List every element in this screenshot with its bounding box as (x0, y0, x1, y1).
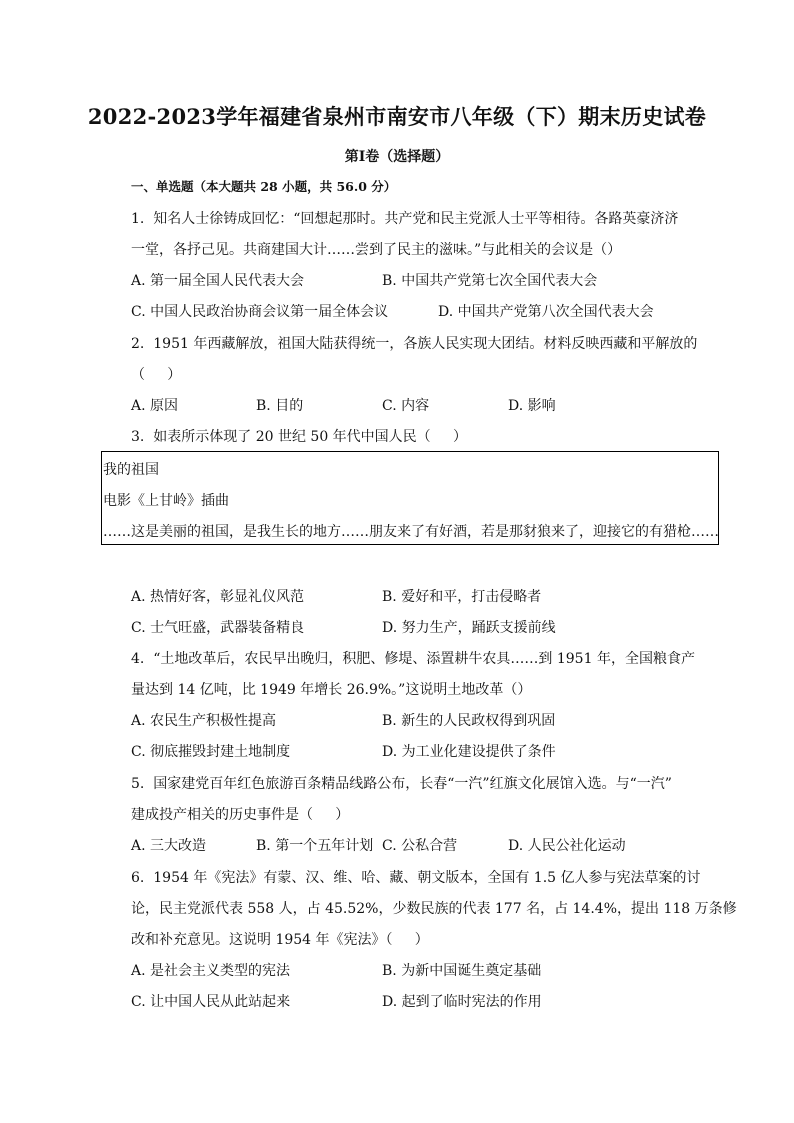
question-3-stem: 3. 如表所示体现了 20 世纪 50 年代中国人民（ ） (131, 429, 467, 445)
question-6-option-b: B. 为新中国诞生奠定基础 (382, 963, 542, 979)
question-6-stem-line-2: 论，民主党派代表 558 人，占 45.52%，少数民族的代表 177 名，占 14.4%，提出 118 万条修 (131, 901, 737, 917)
volume-heading: 第Ⅰ卷（选择题） (344, 149, 450, 165)
question-6-option-c: C. 让中国人民从此站起来 (131, 994, 291, 1010)
question-5-stem-line-2: 建成投产相关的历史事件是（ ） (131, 807, 350, 823)
question-1-stem-line-2: 一堂，各抒己见。共商建国大计……尝到了民主的滋味。”与此相关的会议是（） (131, 242, 622, 258)
question-2-stem-line-2: （ ） (131, 367, 182, 383)
question-4-stem-line-2: 量达到 14 亿吨，比 1949 年增长 26.9%。”这说明土地改革（） (131, 682, 532, 698)
question-2-option-c: C. 内容 (382, 398, 430, 414)
question-6-stem-line-3: 改和补充意见。这说明 1954 年《宪法》（ ） (131, 932, 429, 948)
exam-title: 2022-2023学年福建省泉州市南安市八年级（下）期末历史试卷 (87, 104, 707, 129)
question-5-option-a: A. 三大改造 (131, 838, 207, 854)
question-5-option-d: D. 人民公社化运动 (508, 838, 626, 854)
table-song-lyrics: ……这是美丽的祖国，是我生长的地方……朋友来了有好酒，若是那豺狼来了，迎接它的有猎枪…… (103, 524, 719, 540)
question-2-option-b: B. 目的 (256, 398, 304, 414)
question-1-option-a: A. 第一届全国人民代表大会 (131, 273, 305, 289)
question-5-option-b: B. 第一个五年计划 (256, 838, 374, 854)
question-4-option-a: A. 农民生产积极性提高 (131, 713, 277, 729)
question-3-option-b: B. 爱好和平，打击侵略者 (382, 589, 542, 605)
question-4-option-b: B. 新生的人民政权得到巩固 (382, 713, 556, 729)
question-6-option-d: D. 起到了临时宪法的作用 (382, 994, 542, 1010)
question-1-stem-line-1: 1. 知名人士徐铸成回忆：“回想起那时。共产党和民主党派人士平等相待。各路英豪济济 (131, 211, 679, 227)
question-6-option-a: A. 是社会主义类型的宪法 (131, 963, 291, 979)
question-4-option-d: D. 为工业化建设提供了条件 (382, 744, 556, 760)
question-5-stem-line-1: 5. 国家建党百年红色旅游百条精品线路公布，长春“一汽”红旗文化展馆入选。与“一汽” (131, 776, 672, 792)
song-lyrics-table (101, 451, 719, 545)
table-song-source: 电影《上甘岭》插曲 (103, 493, 229, 509)
question-2-option-a: A. 原因 (131, 398, 179, 414)
question-5-option-c: C. 公私合营 (382, 838, 458, 854)
question-1-option-d: D. 中国共产党第八次全国代表大会 (438, 304, 654, 320)
question-2-option-d: D. 影响 (508, 398, 556, 414)
question-4-option-c: C. 彻底摧毁封建土地制度 (131, 744, 291, 760)
question-2-stem-line-1: 2. 1951 年西藏解放，祖国大陆获得统一，各族人民实现大团结。材料反映西藏和平解放的 (131, 336, 698, 352)
question-1-option-c: C. 中国人民政治协商会议第一届全体会议 (131, 304, 389, 320)
table-song-title: 我的祖国 (103, 462, 159, 478)
question-3-option-d: D. 努力生产，踊跃支援前线 (382, 620, 556, 636)
question-1-option-b: B. 中国共产党第七次全国代表大会 (382, 273, 598, 289)
question-3-option-c: C. 士气旺盛，武器装备精良 (131, 620, 305, 636)
question-3-option-a: A. 热情好客，彰显礼仪风范 (131, 589, 305, 605)
question-4-stem-line-1: 4. “土地改革后，农民早出晚归，积肥、修堤、添置耕牛农具……到 1951 年，全国粮食产 (131, 651, 695, 667)
question-6-stem-line-1: 6. 1954 年《宪法》有蒙、汉、维、哈、藏、朝文版本，全国有 1.5 亿人参与宪法草案的讨 (131, 870, 701, 886)
section-heading: 一、单选题（本大题共 28 小题，共 56.0 分） (131, 179, 397, 194)
